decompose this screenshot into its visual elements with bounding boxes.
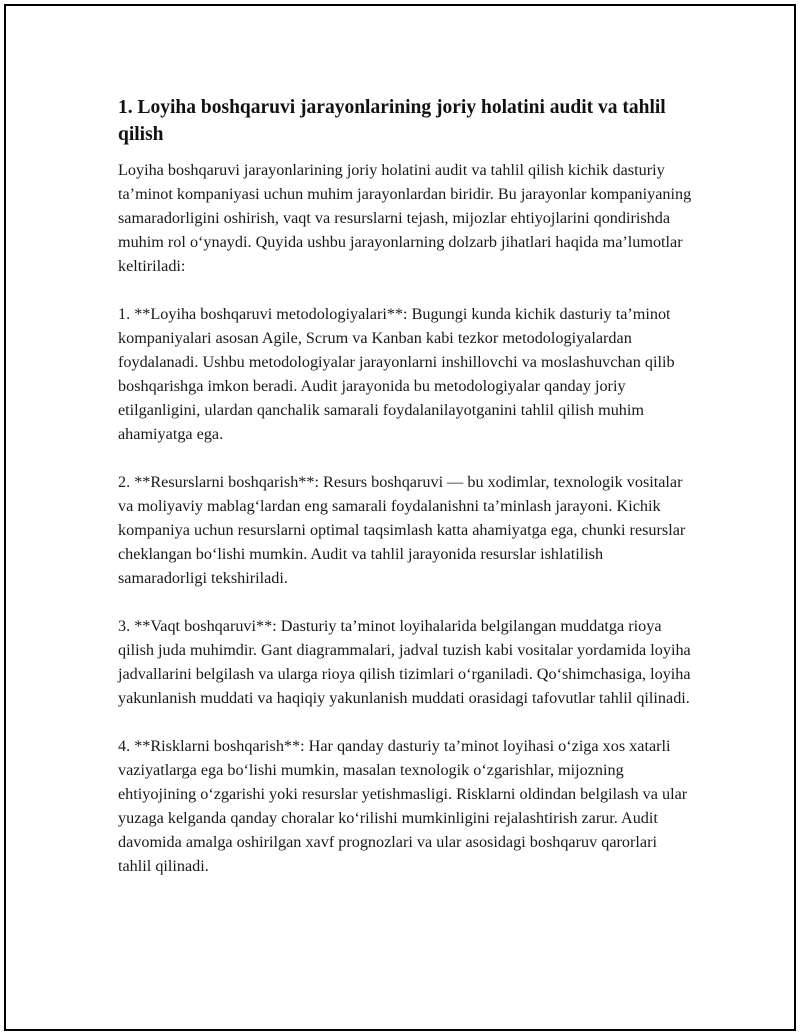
resources-paragraph: 2. **Resurslarni boshqarish**: Resurs boshqaruvi — bu xodimlar, texnologik vositalar va moliyaviy mablagʻlardan eng samarali foydalanishni taʼminlash jarayoni. Kichik kompaniya uchun resurslarni optimal taqsimlash katta ahamiyatga ega, chunki resurslar cheklangan boʻlishi mumkin. Audit va tahlil jarayonida resurslar ishlatilish samaradorligi tekshiriladi. bbox=[118, 473, 686, 587]
time-management-paragraph: 3. **Vaqt boshqaruvi**: Dasturiy taʼminot loyihalarida belgilangan muddatga rioya qilish juda muhimdir. Gant diagrammalari, jadval tuzish kabi vositalar yordamida loyiha jadvallarini belgilash va ularga rioya qilish tizimlari oʻrganiladi. Qoʻshimchasiga, loyiha yakunlanish muddati va haqiqiy yakunlanish muddati orasidagi tafovutlar tahlil qilinadi. bbox=[118, 617, 691, 707]
methodology-paragraph: 1. **Loyiha boshqaruvi metodologiyalari**: Bugungi kunda kichik dasturiy taʼminot kompaniyalari asosan Agile, Scrum va Kanban kabi tezkor metodologiyalardan foydalanadi. Ushbu metodologiyalar jarayonlarni inshillovchi va moslashuvchan qilib boshqarishga imkon beradi. Audit jarayonida bu metodologiyalar qanday joriy etilganligini, ulardan qanchalik samarali foydalanilayotganini tahlil qilish muhim ahamiyatga ega. bbox=[118, 305, 675, 443]
section-heading: 1. Loyiha boshqaruvi jarayonlarining joriy holatini audit va tahlil qilish bbox=[118, 97, 666, 145]
intro-paragraph: Loyiha boshqaruvi jarayonlarining joriy holatini audit va tahlil qilish kichik dasturiy taʼminot kompaniyasi uchun muhim jarayonlardan biridir. Bu jarayonlar kompaniyaning samaradorligini oshirish, vaqt va resurslarni tejash, mijozlar ehtiyojlarini qondirishda muhim rol oʻynaydi. Quyida ushbu jarayonlarning dolzarb jihatlari haqida maʼlumotlar keltiriladi: bbox=[118, 161, 692, 275]
risk-management-paragraph: 4. **Risklarni boshqarish**: Har qanday dasturiy taʼminot loyihasi oʻziga xos xatarli vaziyatlarga ega boʻlishi mumkin, masalan texnologik oʻzgarishlar, mijozning ehtiyojining oʻzgarishi yoki resurslar yetishmasligi. Risklarni oldindan belgilash va ular yuzaga kelganda qanday choralar koʻrilishi mumkinligini rejalashtirish zarur. Audit davomida amalga oshirilgan xavf prognozlari va ular asosidagi boshqaruv qarorlari tahlil qilinadi. bbox=[118, 737, 688, 875]
document-body bbox=[118, 94, 693, 902]
